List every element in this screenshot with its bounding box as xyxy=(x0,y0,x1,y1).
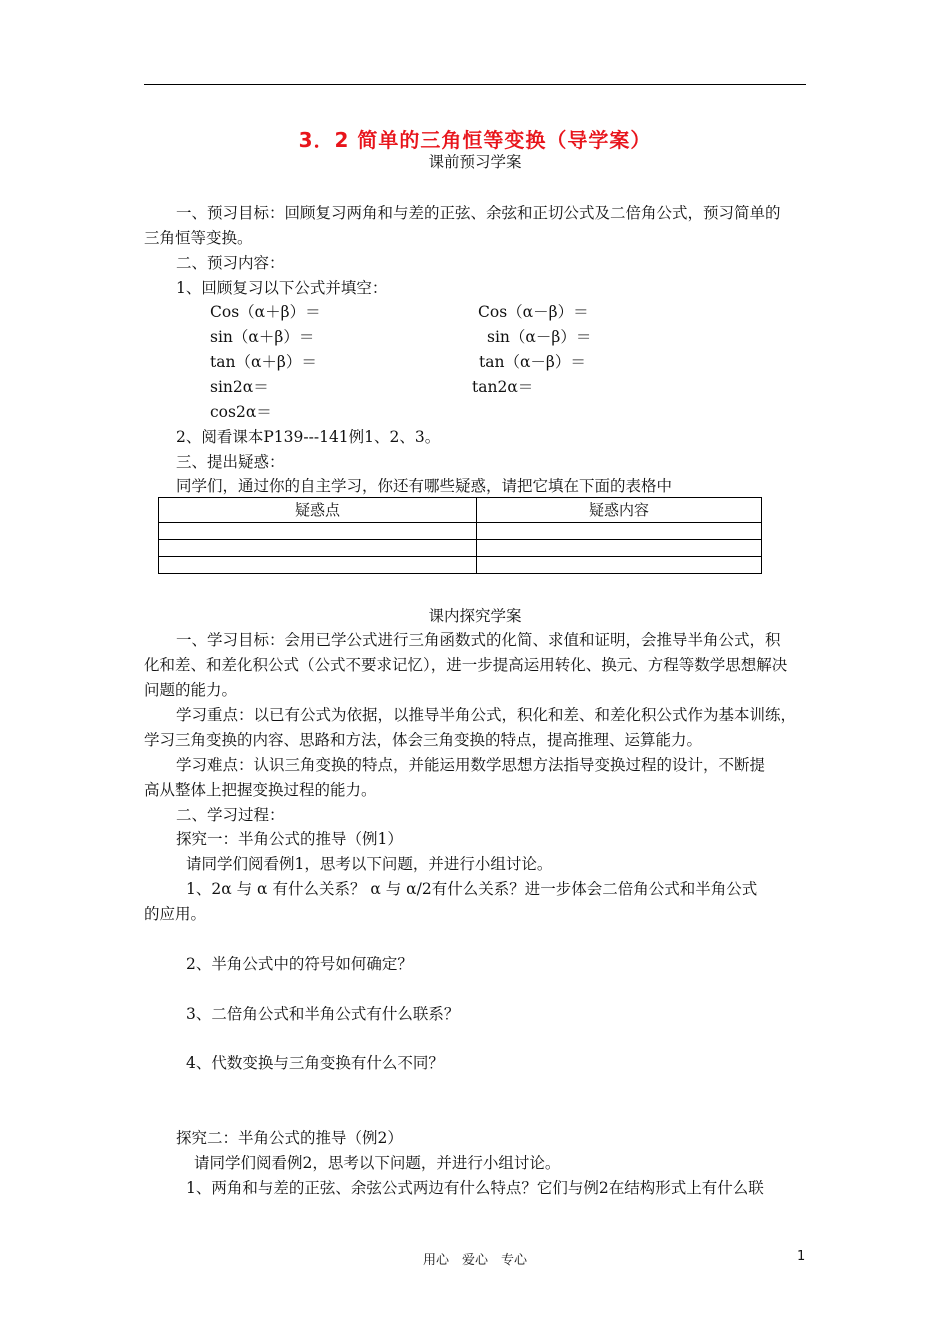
table-cell[interactable] xyxy=(477,557,762,574)
preview-content-heading: 二、预习内容： xyxy=(176,254,285,272)
section-title-preview: 课前预习学案 xyxy=(428,153,522,171)
formula-sin2a: sin2α＝ xyxy=(210,378,269,396)
key-points-line-2: 学习三角变换的内容、思路和方法，体会三角变换的特点，提高推理、运算能力。 xyxy=(144,731,703,749)
footer-motto: 用心 爱心 专心 xyxy=(422,1253,527,1268)
inclass-goal-line-2: 化和差、和差化积公式（公式不要求记忆），进一步提高运用转化、换元、方程等数学思想解决 xyxy=(144,656,788,674)
page-number: 1 xyxy=(797,1249,806,1264)
table-cell[interactable] xyxy=(477,523,762,540)
table-row xyxy=(159,540,762,557)
preview-item-1: 1、回顾复习以下公式并填空： xyxy=(176,279,388,297)
document-title: 3．2 简单的三角恒等变换（导学案） xyxy=(298,128,652,152)
table-cell[interactable] xyxy=(159,523,477,540)
table-cell[interactable] xyxy=(159,557,477,574)
difficulty-line-1: 学习难点：认识三角变换的特点，并能运用数学思想方法指导变换过程的设计，不断提 xyxy=(176,756,766,774)
question-1-line-1: 1、2α 与 α 有什么关系？ α 与 α/2有什么关系？进一步体会二倍角公式和半角公式 xyxy=(186,880,758,898)
formula-cos-minus: Cos（α－β）＝ xyxy=(478,303,589,321)
table-row xyxy=(159,523,762,540)
doubt-heading: 三、提出疑惑： xyxy=(176,453,285,471)
formula-tan-plus: tan（α＋β）＝ xyxy=(210,353,317,371)
inclass-goal-line-3: 问题的能力。 xyxy=(144,681,238,699)
preview-goal: 一、预习目标：回顾复习两角和与差的正弦、余弦和正切公式及二倍角公式，预习简单的 xyxy=(176,204,781,222)
inclass-goal-line-1: 一、学习目标：会用已学公式进行三角函数式的化简、求值和证明，会推导半角公式，积 xyxy=(176,631,781,649)
formula-sin-minus: sin（α－β）＝ xyxy=(487,328,592,346)
section-title-inclass: 课内探究学案 xyxy=(428,607,522,625)
explore-1-heading: 探究一：半角公式的推导（例1） xyxy=(176,830,403,848)
explore-2-heading: 探究二：半角公式的推导（例2） xyxy=(176,1129,403,1147)
doubt-table xyxy=(158,497,762,574)
table-header-doubt-point: 疑惑点 xyxy=(159,498,477,523)
doubt-text: 同学们，通过你的自主学习，你还有哪些疑惑，请把它填在下面的表格中 xyxy=(176,477,673,495)
question-1-line-2: 的应用。 xyxy=(144,905,207,923)
header-rule xyxy=(144,84,806,85)
formula-tan2a: tan2α＝ xyxy=(472,378,534,396)
preview-goal-cont: 三角恒等变换。 xyxy=(144,229,253,247)
process-heading: 二、学习过程： xyxy=(176,806,285,824)
formula-cos2a: cos2α＝ xyxy=(210,403,272,421)
preview-item-2: 2、阅看课本P139---141例1、2、3。 xyxy=(176,428,441,446)
table-cell[interactable] xyxy=(159,540,477,557)
table-cell[interactable] xyxy=(477,540,762,557)
explore-1-intro: 请同学们阅看例1，思考以下问题，并进行小组讨论。 xyxy=(186,855,553,873)
formula-sin-plus: sin（α＋β）＝ xyxy=(210,328,315,346)
explore-2-intro: 请同学们阅看例2，思考以下问题，并进行小组讨论。 xyxy=(194,1154,561,1172)
formula-cos-plus: Cos（α＋β）＝ xyxy=(210,303,321,321)
formula-tan-minus: tan（α－β）＝ xyxy=(479,353,586,371)
key-points-line-1: 学习重点：以已有公式为依据，以推导半角公式，积化和差、和差化积公式作为基本训练， xyxy=(176,706,797,724)
question-2: 2、半角公式中的符号如何确定？ xyxy=(186,955,413,973)
question-4: 4、代数变换与三角变换有什么不同？ xyxy=(186,1054,444,1072)
difficulty-line-2: 高从整体上把握变换过程的能力。 xyxy=(144,781,377,799)
table-header-doubt-content: 疑惑内容 xyxy=(477,498,762,523)
question-3: 3、二倍角公式和半角公式有什么联系？ xyxy=(186,1005,460,1023)
table-header-row xyxy=(159,498,762,523)
question-5: 1、两角和与差的正弦、余弦公式两边有什么特点？它们与例2在结构形式上有什么联 xyxy=(186,1179,764,1197)
table-row xyxy=(159,557,762,574)
